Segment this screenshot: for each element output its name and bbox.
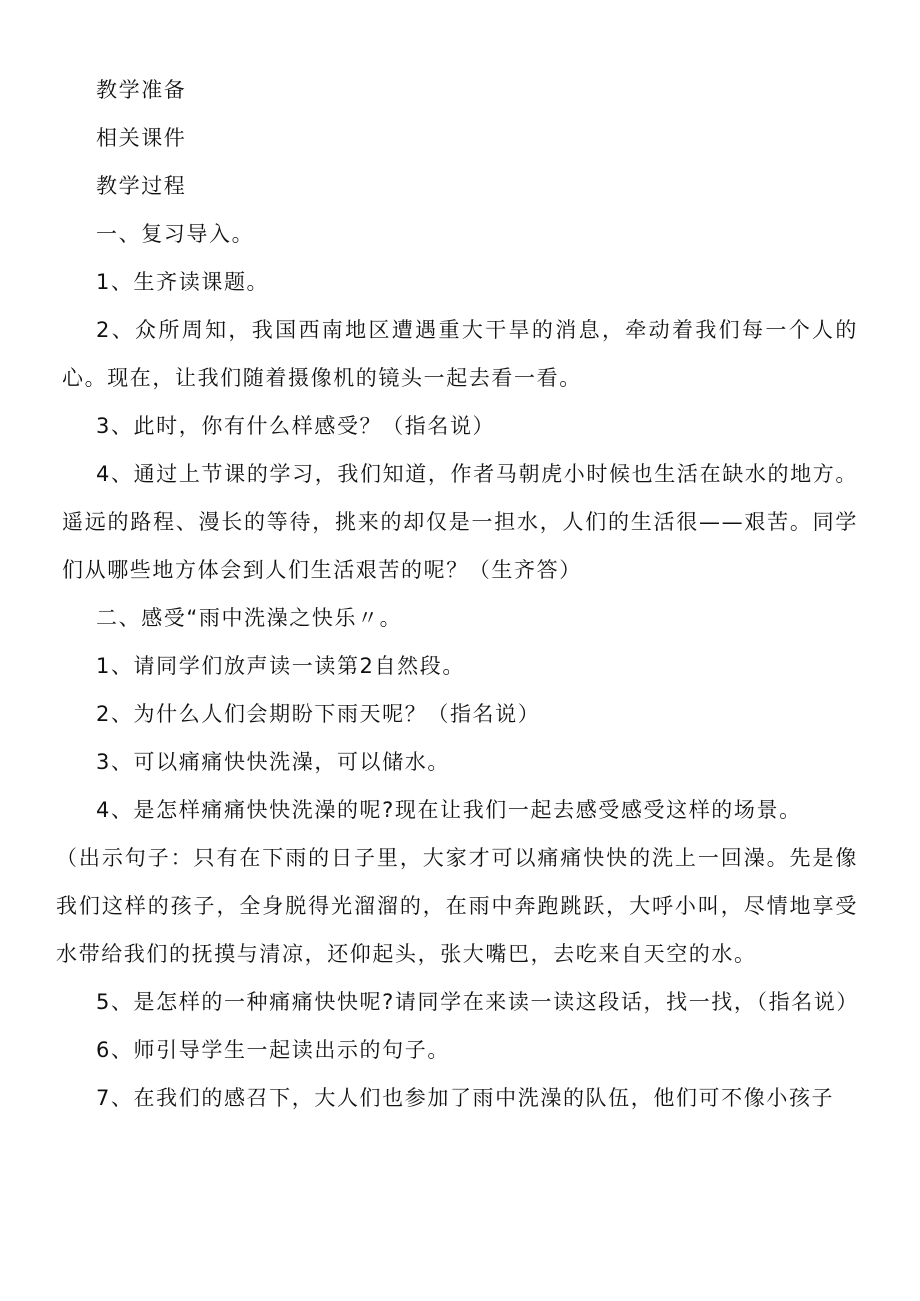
step-4-feel-scene: 4、是怎样痛痛快快洗澡的呢?现在让我们一起去感受感受这样的场景。 [96, 798, 802, 822]
heading-teaching-process: 教学过程 [96, 174, 187, 198]
step-5-what-joy: 5、是怎样的一种痛痛快快呢?请同学在来读一读这段话，找一找，（指名说） [96, 990, 860, 1014]
step-1-read-paragraph: 1、请同学们放声读一读第2自然段。 [96, 654, 465, 678]
step-4-hard-life: 4、通过上节课的学习，我们知道，作者马朝虎小时候也生活在缺水的地方。遥远的路程、漫长的等待，挑来的却仅是一担水，人们的生活很——艰苦。同学们从哪些地方体会到人们生活艰苦的呢？（生齐答） [62, 462, 858, 582]
step-3-feelings: 3、此时，你有什么样感受？（指名说） [96, 414, 496, 438]
step-3-bath-and-store: 3、可以痛痛快快洗澡，可以储水。 [96, 750, 450, 774]
step-1-read-title: 1、生齐读课题。 [96, 270, 270, 294]
section-review-intro: 一、复习导入。 [96, 222, 255, 246]
heading-teaching-preparation: 教学准备 [96, 78, 187, 102]
section-rain-bath-joy: 二、感受“雨中洗澡之快乐〃。 [96, 606, 403, 630]
text-related-courseware: 相关课件 [96, 126, 187, 150]
step-7-adults-join: 7、在我们的感召下，大人们也参加了雨中洗澡的队伍，他们可不像小孩子 [96, 1086, 835, 1110]
quoted-passage: （出示句子：只有在下雨的日子里，大家才可以痛痛快快的洗上一回澡。先是像我们这样的孩子，全身脱得光溜溜的，在雨中奔跑跳跃，大呼小叫，尽情地享受水带给我们的抚摸与清凉，还仰起头，张大嘴巴，去吃来自天空的水。 [56, 846, 858, 966]
step-6-read-together: 6、师引导学生一起读出示的句子。 [96, 1038, 450, 1062]
step-2-drought-news: 2、众所周知，我国西南地区遭遇重大干旱的消息，牵动着我们每一个人的心。现在，让我们随着摄像机的镜头一起去看一看。 [62, 318, 858, 390]
step-2-why-rain: 2、为什么人们会期盼下雨天呢？（指名说） [96, 702, 541, 726]
